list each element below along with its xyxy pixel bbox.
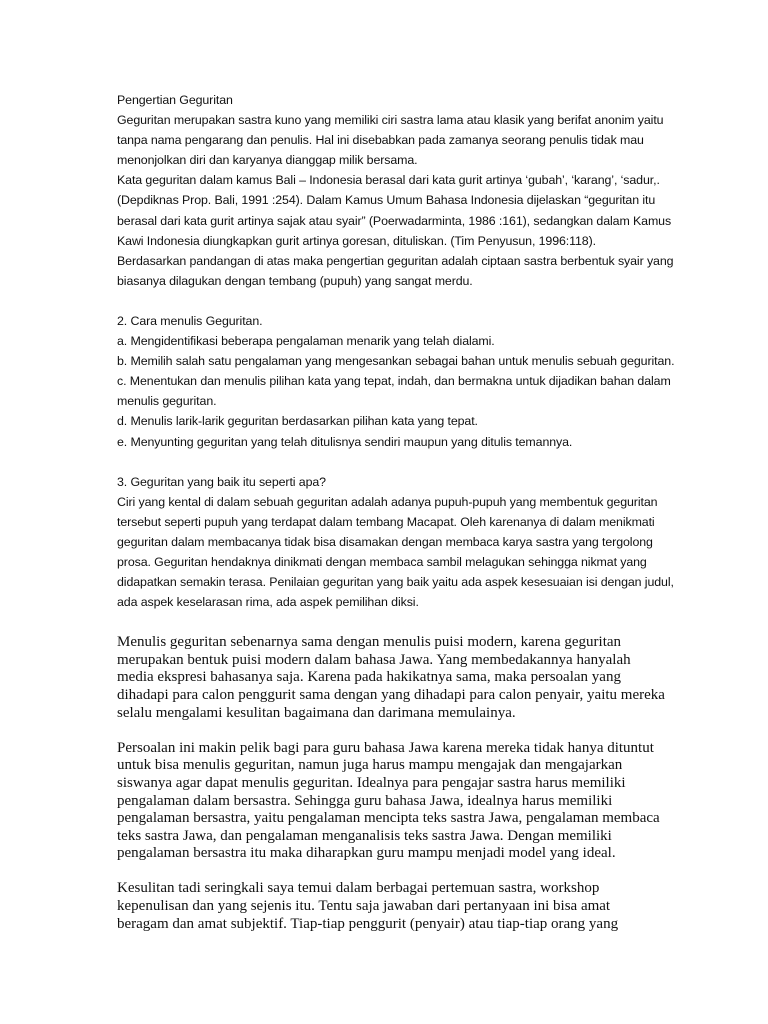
essay-section [117,634,679,933]
document-page [117,90,679,951]
section-title-pengertian: Pengertian Geguritan [117,93,233,107]
essay-paragraph-1: Menulis geguritan sebenarnya sama dengan menulis puisi modern, karena geguritan merupakan bentuk puisi modern dalam bahasa Jawa. Yang membedakannya hanyalah media ekspresi bahasanya saja. Karena pada hakikatnya sama, maka persoalan yang dihadapi para calon penggurit sama dengan yang dihadapi para calon penyair, yaitu mereka selalu mengalami kesulitan bagaimana dan darimana memulainya. [117,634,665,721]
list-item: b. Memilih salah satu pengalaman yang mengesankan sebagai bahan untuk menulis sebuah geguritan. [117,354,675,369]
section-pengertian [117,90,679,291]
essay-paragraph-3: Kesulitan tadi seringkali saya temui dalam berbagai pertemuan sastra, workshop kepenulisan dan yang sejenis itu. Tentu saja jawaban dari pertanyaan ini bisa amat beragam dan amat subjektif. Tiap-tiap penggurit (penyair) atau tiap-tiap orang yang [117,880,619,932]
paragraph-etymology: Kata geguritan dalam kamus Bali – Indonesia berasal dari kata gurit artinya ‘gubah’, ‘karang’, ‘sadur,. (Depdiknas Prop. Bali, 1991 :254). Dalam Kamus Umum Bahasa Indonesia dijelaskan “geguritan itu berasal dari kata gurit artinya sajak atau syair” (Poerwadarminta, 1986 :161), sedangkan dalam Kamus Kawi Indonesia diungkapkan gurit artinya goresan, dituliskan. (Tim Penyusun, 1996:118). [117,173,672,248]
spacer [117,291,679,311]
essay-paragraph-2: Persoalan ini makin pelik bagi para guru bahasa Jawa karena mereka tidak hanya dituntut untuk bisa menulis geguritan, namun juga harus mampu mengajak dan mengajarkan siswanya agar dapat menulis geguritan. Idealnya para pengajar sastra harus memiliki pengalaman dalam bersastra. Sehingga guru bahasa Jawa, idealnya harus memiliki pengalaman bersastra, yaitu pengalaman mencipta teks sastra Jawa, pengalaman membaca teks sastra Jawa, dan pengalaman menganalisis teks sastra Jawa. Dengan memiliki pengalaman bersastra itu maka diharapkan guru mampu menjadi model yang ideal. [117,739,660,862]
list-item: c. Menentukan dan menulis pilihan kata yang tepat, indah, dan bermakna untuk dijadikan bahan dalam menulis geguritan. [117,374,671,409]
paragraph-definition: Geguritan merupakan sastra kuno yang memiliki ciri sastra lama atau klasik yang berifat anonim yaitu tanpa nama pengarang dan penulis. Hal ini disebabkan pada zamanya seorang penulis tidak mau menonjolkan diri dan karyanya dianggap milik bersama. [117,113,664,168]
spacer [117,452,679,472]
list-item: d. Menulis larik-larik geguritan berdasarkan pilihan kata yang tepat. [117,414,478,429]
section-cara-menulis [117,311,679,452]
paragraph-ciri: Ciri yang kental di dalam sebuah geguritan adalah adanya pupuh-pupuh yang membentuk geguritan tersebut seperti pupuh yang terdapat dalam tembang Macapat. Oleh karenanya di dalam menikmati geguritan dalam membacanya tidak bisa disamakan dengan membaca karya sastra yang tergolong prosa. Geguritan hendaknya dinikmati dengan membaca sambil melagukan sehingga nikmat yang didapatkan semakin terasa. Penilaian geguritan yang baik yaitu ada aspek kesesuaian isi dengan judul, ada aspek keselarasan rima, ada aspek pemilihan diksi. [117,494,674,610]
list-item: e. Menyunting geguritan yang telah ditulisnya sendiri maupun yang ditulis temannya. [117,434,573,449]
section-title-cara-menulis: 2. Cara menulis Geguritan. [117,313,263,328]
section-title-geguritan-baik: 3. Geguritan yang baik itu seperti apa? [117,474,326,489]
paragraph-conclusion: Berdasarkan pandangan di atas maka pengertian geguritan adalah ciptaan sastra berbentuk syair yang biasanya dilagukan dengan tembang (pupuh) yang sangat merdu. [117,253,674,288]
list-item: a. Mengidentifikasi beberapa pengalaman menarik yang telah dialami. [117,334,495,349]
section-geguritan-baik [117,472,679,613]
